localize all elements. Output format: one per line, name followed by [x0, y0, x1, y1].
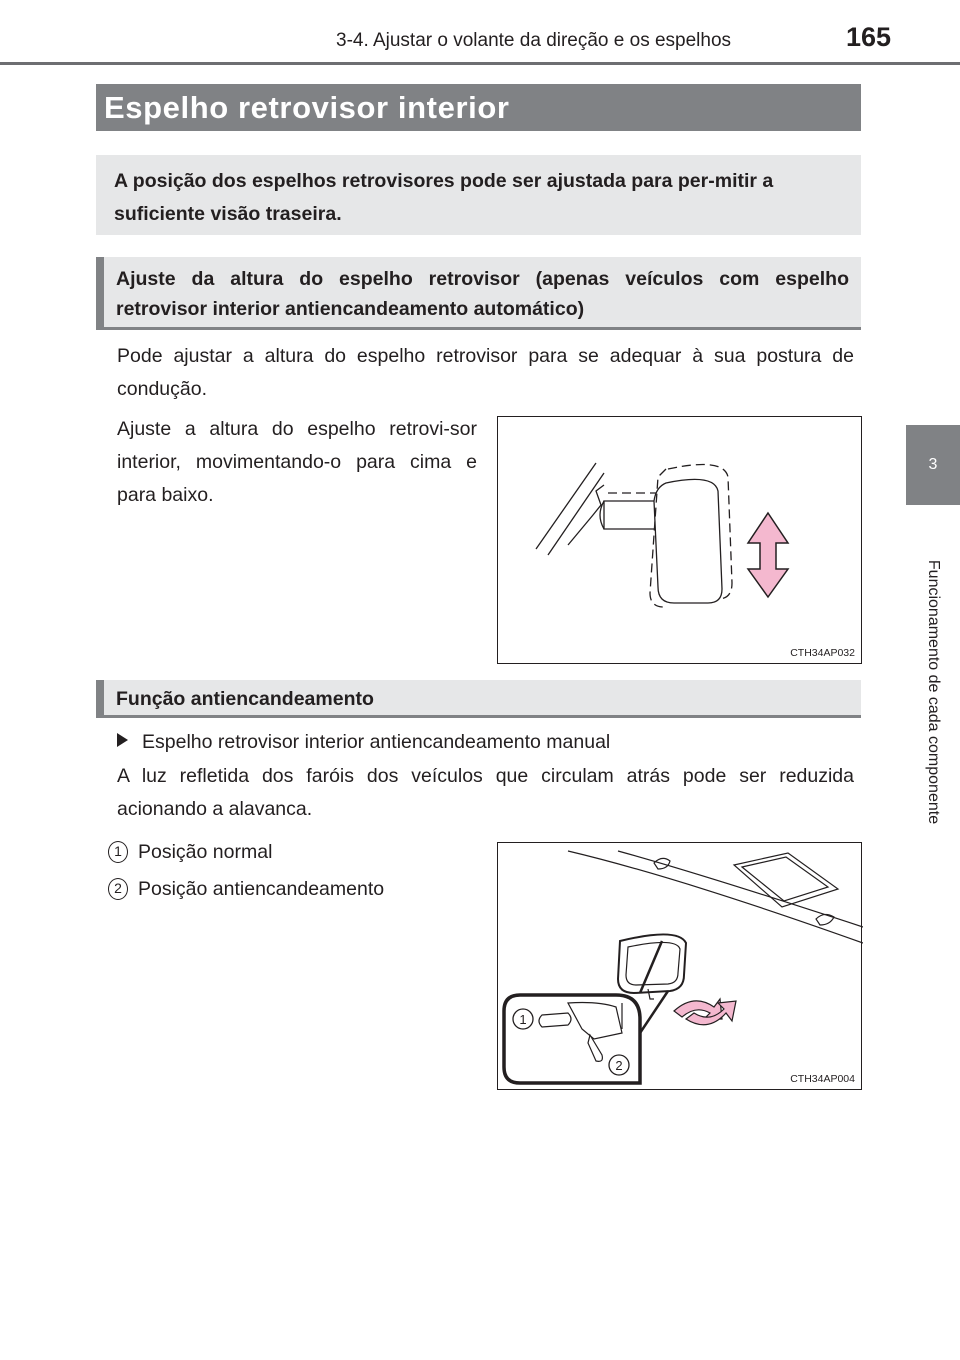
item-number-1: 1 — [108, 841, 128, 863]
triangle-bullet-icon — [117, 733, 128, 747]
section-heading-height-adjust: Ajuste da altura do espelho retrovisor (apenas veículos com espelho retrovisor interior antiencandeamento automático) — [96, 257, 861, 330]
section-heading-anti-glare: Função antiencandeamento — [96, 680, 861, 718]
page-title: Espelho retrovisor interior — [96, 84, 861, 131]
item-number-2: 2 — [108, 878, 128, 900]
figure-anti-glare-lever — [497, 842, 862, 1090]
header-divider — [0, 62, 960, 65]
page-number: 165 — [846, 22, 892, 52]
chapter-tab — [906, 425, 960, 505]
anti-glare-illustration — [498, 843, 863, 1091]
height-adjust-instruction: Ajuste a altura do espelho retrovi-sor interior, movimentando-o para cima e para baixo. — [117, 418, 477, 506]
height-adjust-paragraph: Pode ajustar a altura do espelho retrovisor para se adequar à sua postura de condução. — [117, 345, 854, 400]
mirror-height-illustration — [498, 417, 863, 665]
chapter-number: 3 — [928, 456, 938, 473]
chapter-title: Funcionamento de cada componente — [925, 559, 942, 825]
callout-2-label: 2 — [615, 1058, 623, 1073]
up-down-arrow-icon — [748, 513, 788, 597]
list-item-normal-position — [108, 837, 272, 867]
figure-code: CTH34AP004 — [790, 1073, 855, 1085]
bullet-text: Espelho retrovisor interior antiencandeamento manual — [142, 731, 611, 753]
intro-box: A posição dos espelhos retrovisores pode ser ajustada para per-mitir a suficiente visão traseira. — [96, 155, 861, 235]
bullet-manual-anti-glare — [117, 727, 610, 757]
item-label: Posição normal — [138, 841, 273, 863]
item-label: Posição antiencandeamento — [138, 878, 385, 900]
anti-glare-paragraph: A luz refletida dos faróis dos veículos que circulam atrás pode ser reduzida acionando a alavanca. — [117, 765, 854, 820]
list-item-anti-glare-position — [108, 874, 384, 904]
callout-1-label: 1 — [519, 1012, 527, 1027]
header-section-title: 3-4. Ajustar o volante da direção e os espelhos — [336, 30, 732, 51]
figure-code: CTH34AP032 — [790, 647, 855, 659]
figure-mirror-height — [497, 416, 862, 664]
